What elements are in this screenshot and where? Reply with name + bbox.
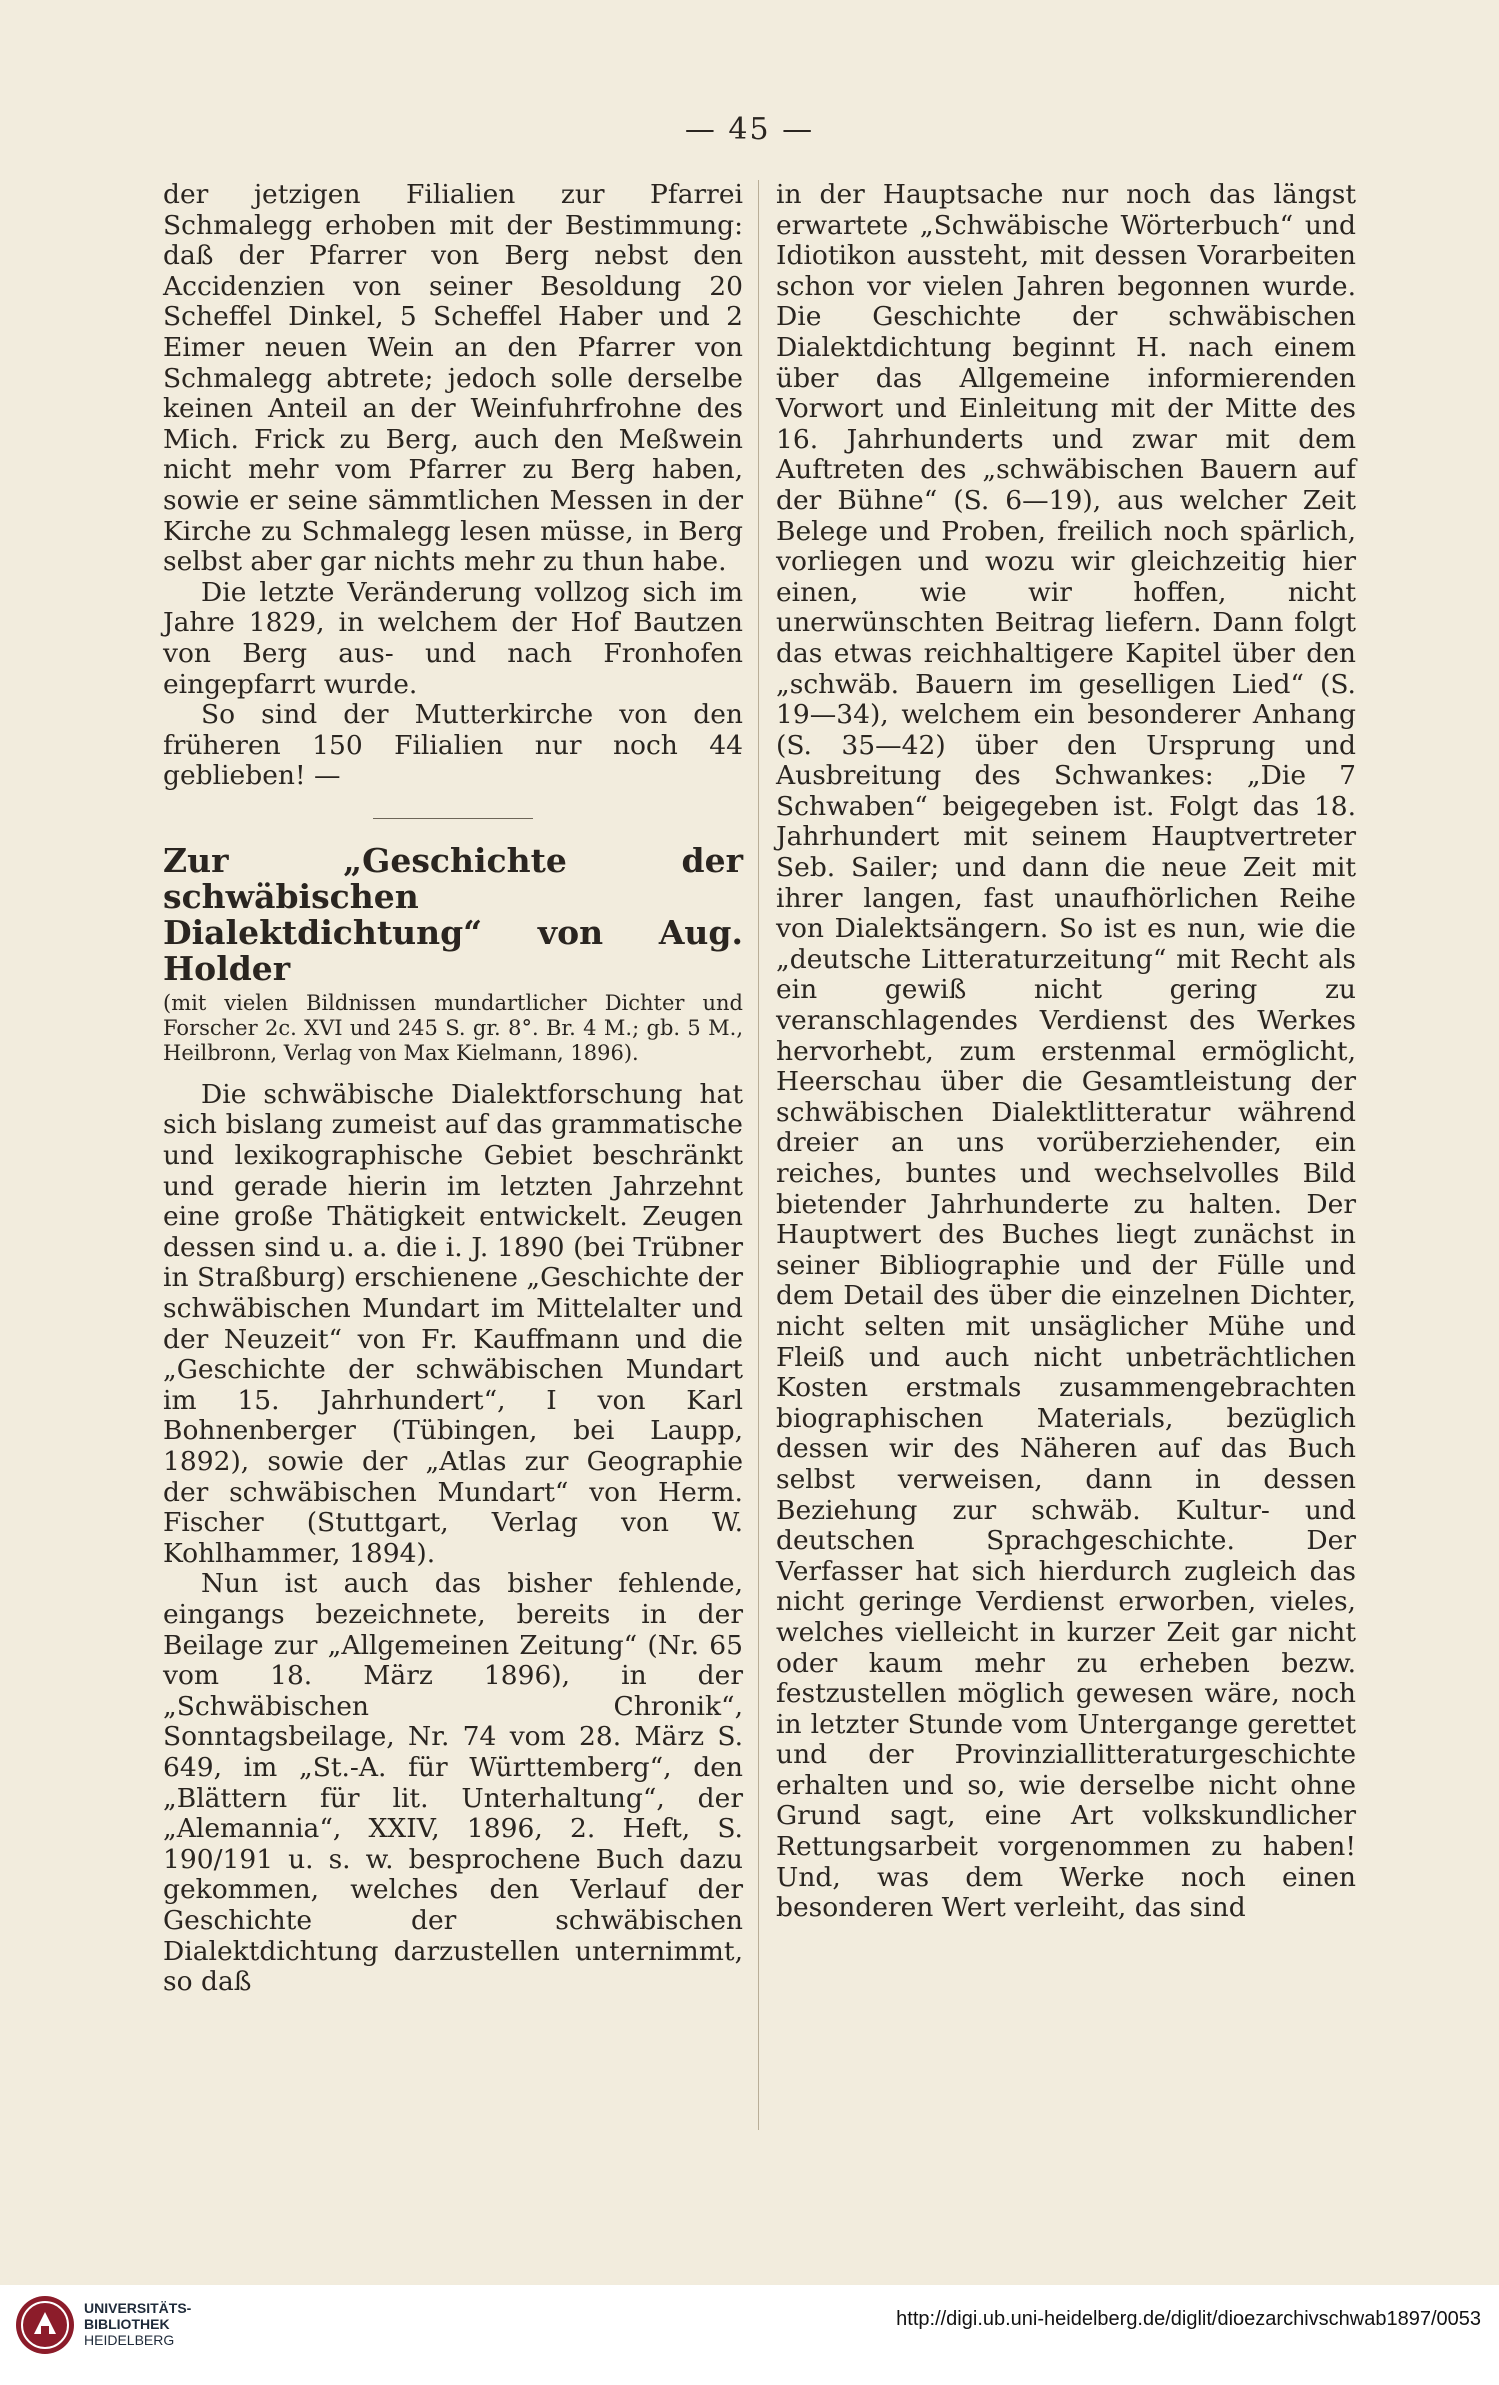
right-column	[776, 180, 1356, 1924]
article-bibliography: (mit vielen Bildnissen mundartlicher Dichter und Forscher 2c. XVI und 245 S. gr. 8°. Br. 4 M.; gb. 5 M., Heilbronn, Verlag von Max Kielmann, 1896).	[163, 990, 743, 1065]
library-name	[84, 2300, 191, 2348]
section-divider	[373, 818, 533, 819]
paragraph: So sind der Mutterkirche von den früheren 150 Filialien nur noch 44 geblieben! —	[163, 699, 743, 792]
column-rule	[758, 180, 759, 2130]
paragraph: Die letzte Veränderung vollzog sich im Jahre 1829, in welchem der Hof Bautzen von Berg aus- und nach Fronhofen eingepfarrt wurde.	[163, 576, 743, 700]
library-name-line: BIBLIOTHEK	[84, 2316, 170, 2332]
left-column	[163, 180, 743, 1998]
library-name-line: UNIVERSITÄTS-	[84, 2300, 192, 2316]
paragraph: in der Hauptsache nur noch das längst erwartete „Schwäbische Wörterbuch“ und Idiotikon aussteht, mit dessen Vorarbeiten schon vor vielen Jahren begonnen wurde. Die Geschichte der schwäbischen Dialektdichtung beginnt H. nach einem über das Allgemeine informierenden Vorwort und Einleitung mit der Mitte des 16. Jahrhunderts und zwar mit dem Auftreten des „schwäbischen Bauern auf der Bühne“ (S. 6—19), aus welcher Zeit Belege und Proben, freilich noch spärlich, vorliegen und wozu wir gleichzeitig hier einen, wie wir hoffen, nicht unerwünschten Beitrag liefern. Dann folgt das etwas reichhaltigere Kapitel über den „schwäb. Bauern im geselligen Lied“ (S. 19—34), welchem ein besonderer Anhang (S. 35—42) über den Ursprung und Ausbreitung des Schwankes: „Die 7 Schwaben“ beigegeben ist. Folgt das 18. Jahrhundert mit seinem Hauptvertreter Seb. Sailer; und dann die neue Zeit mit ihrer langen, fast unaufhörlichen Reihe von Dialektsängern. So ist es nun, wie die „deutsche Litteraturzeitung“ mit Recht als ein gewiß nicht gering zu veranschlagendes Verdienst des Werkes hervorhebt, zum erstenmal ermöglicht, Heerschau über die Gesamtleistung der schwäbischen Dialektlitteratur während dreier an uns vorüberziehender, ein reiches, buntes und wechselvolles Bild bietender Jahrhunderte zu halten. Der Hauptwert des Buches liegt zunächst in seiner Bibliographie und der Fülle und dem Detail des über die einzelnen Dichter, nicht selten mit unsäglicher Mühe und Fleiß und auch nicht unbeträchtlichen Kosten erstmals zusammengebrachten biographischen Materials, bezüglich dessen wir des Näheren auf das Buch selbst verweisen, dann in dessen Beziehung zur schwäb. Kultur- und deutschen Sprachgeschichte. Der Verfasser hat sich hierdurch zugleich das nicht geringe Verdienst erworben, vieles, welches vielleicht in kurzer Zeit gar nicht oder kaum mehr zu erheben bezw. festzustellen möglich gewesen wäre, noch in letzter Stunde vom Untergange gerettet und der Provinziallitteraturgeschichte erhalten und so, wie derselbe nicht ohne Grund sagt, eine Art volkskundlicher Rettungsarbeit vorgenommen zu haben! Und, was dem Werke noch einen besonderen Wert verleiht, das sind	[776, 179, 1356, 1924]
university-seal-icon	[14, 2294, 76, 2356]
page-number: — 45 —	[684, 112, 815, 147]
paragraph: Die schwäbische Dialektforschung hat sich bislang zumeist auf das grammatische und lexikographische Gebiet beschränkt und gerade hierin im letzten Jahrzehnt eine große Thätigkeit entwickelt. Zeugen dessen sind u. a. die i. J. 1890 (bei Trübner in Straßburg) erschienene „Geschichte der schwäbischen Mundart im Mittelalter und der Neuzeit“ von Fr. Kauffmann und die „Geschichte der schwäbischen Mundart im 15. Jahrhundert“, I von Karl Bohnenberger (Tübingen, bei Laupp, 1892), sowie der „Atlas zur Geographie der schwäbischen Mundart“ von Herm. Fischer (Stuttgart, Verlag von W. Kohlhammer, 1894).	[163, 1078, 743, 1569]
source-url-link[interactable]: http://digi.ub.uni-heidelberg.de/diglit/dioezarchivschwab1897/0053	[896, 2308, 1481, 2330]
library-name-line: HEIDELBERG	[84, 2332, 175, 2348]
paragraph: der jetzigen Filialien zur Pfarrei Schmalegg erhoben mit der Bestimmung: daß der Pfarrer von Berg nebst den Accidenzien von seiner Besoldung 20 Scheffel Dinkel, 5 Scheffel Haber und 2 Eimer neuen Wein an den Pfarrer von Schmalegg abtrete; jedoch solle derselbe keinen Anteil an der Weinfuhrfrohne des Mich. Frick zu Berg, auch den Meßwein nicht mehr vom Pfarrer zu Berg haben, sowie er seine sämmtlichen Messen in der Kirche zu Schmalegg lesen müsse, in Berg selbst aber gar nichts mehr zu thun habe.	[163, 179, 743, 578]
article-title: Zur „Geschichte der schwäbischen Dialektdichtung“ von Aug. Holder	[163, 840, 743, 988]
footer-bar	[0, 2285, 1499, 2385]
paragraph: Nun ist auch das bisher fehlende, eingangs bezeichnete, bereits in der Beilage zur „Allgemeinen Zeitung“ (Nr. 65 vom 18. März 1896), in der „Schwäbischen Chronik“, Sonntagsbeilage, Nr. 74 vom 28. März S. 649, im „St.-A. für Württemberg“, den „Blättern für lit. Unterhaltung“, der „Alemannia“, XXIV, 1896, 2. Heft, S. 190/191 u. s. w. besprochene Buch dazu gekommen, welches den Verlauf der Geschichte der schwäbischen Dialektdichtung darzustellen unternimmt, so daß	[163, 1568, 743, 1998]
